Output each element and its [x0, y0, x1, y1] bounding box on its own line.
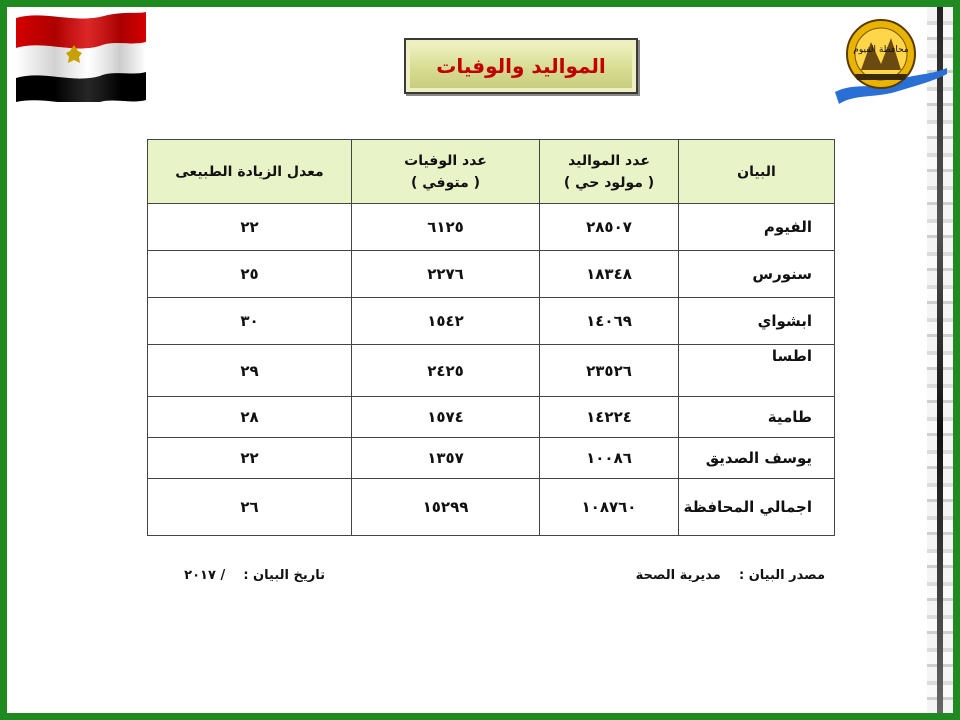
row-name: اجمالي المحافظة [679, 479, 835, 536]
table-row [148, 251, 835, 298]
header-natural-increase: معدل الزيادة الطبيعى [148, 140, 352, 204]
increase-value: ٢٩ [148, 345, 352, 397]
row-name: سنورس [679, 251, 835, 298]
date-value: / ٢٠١٧ [184, 568, 226, 583]
fayoum-governorate-logo [835, 12, 947, 108]
births-value: ١٠٠٨٦ [540, 438, 679, 479]
row-name: يوسف الصديق [679, 438, 835, 479]
source-label: مصدر البيان : [738, 568, 825, 583]
row-name: طامية [679, 397, 835, 438]
increase-value: ٢٨ [148, 397, 352, 438]
births-value: ٢٨٥٠٧ [540, 204, 679, 251]
date-label: تاريخ البيان : [243, 568, 325, 583]
births-value: ٢٣٥٢٦ [540, 345, 679, 397]
deaths-value: ١٣٥٧ [352, 438, 540, 479]
births-deaths-table [147, 139, 835, 536]
increase-value: ٢٥ [148, 251, 352, 298]
header-statement: البيان [679, 140, 835, 204]
increase-value: ٣٠ [148, 298, 352, 345]
deaths-value: ١٥٤٢ [352, 298, 540, 345]
data-source [636, 568, 825, 583]
births-value: ١٤٠٦٩ [540, 298, 679, 345]
increase-value: ٢٦ [148, 479, 352, 536]
table-row [148, 204, 835, 251]
table-header-row [148, 140, 835, 204]
table-row [148, 397, 835, 438]
header-deaths: عدد الوفيات ( متوفي ) [352, 140, 540, 204]
table-row [148, 345, 835, 397]
row-name: ابشواي [679, 298, 835, 345]
increase-value: ٢٢ [148, 204, 352, 251]
page-title: المواليد والوفيات [436, 54, 606, 78]
row-name: الفيوم [679, 204, 835, 251]
births-value: ١٠٨٧٦٠ [540, 479, 679, 536]
row-name: اطسا [679, 345, 835, 397]
deaths-value: ١٥٧٤ [352, 397, 540, 438]
table-row-total [148, 479, 835, 536]
header-births: عدد المواليد ( مولود حي ) [540, 140, 679, 204]
decorative-film-strip [927, 7, 953, 713]
births-value: ١٤٢٢٤ [540, 397, 679, 438]
deaths-value: ١٥٢٩٩ [352, 479, 540, 536]
deaths-value: ٢٢٧٦ [352, 251, 540, 298]
egypt-flag-icon [14, 10, 148, 102]
svg-text:محافظة الفيوم: محافظة الفيوم [853, 45, 909, 55]
title-box [404, 38, 638, 94]
table-row [148, 438, 835, 479]
deaths-value: ٢٤٢٥ [352, 345, 540, 397]
data-date [184, 568, 325, 583]
source-value: مديرية الصحة [635, 568, 721, 583]
increase-value: ٢٢ [148, 438, 352, 479]
births-value: ١٨٣٤٨ [540, 251, 679, 298]
table-row [148, 298, 835, 345]
deaths-value: ٦١٢٥ [352, 204, 540, 251]
